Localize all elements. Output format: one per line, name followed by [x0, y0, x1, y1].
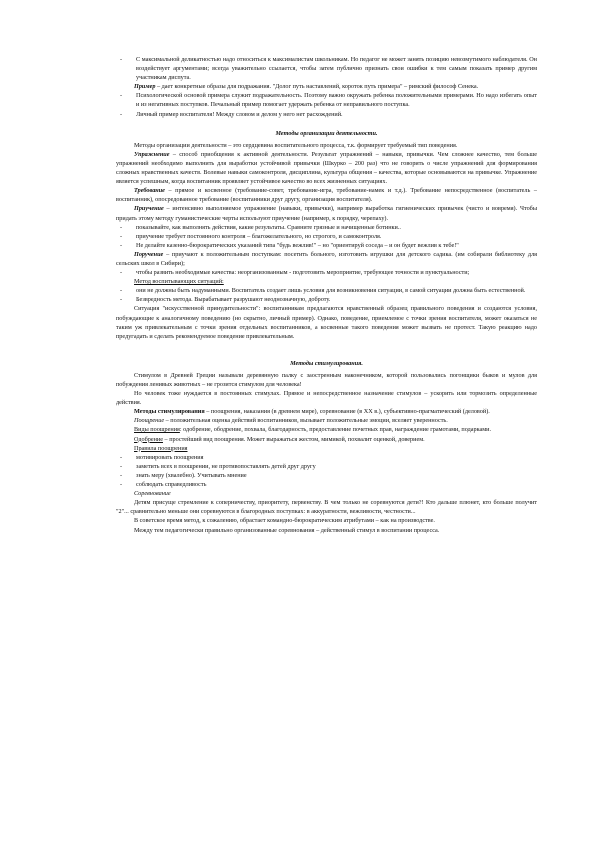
paragraph-situations-title: Метод воспитывающих ситуаций: [134, 278, 224, 286]
paragraph-rules-title: Правила поощрения [134, 444, 188, 452]
paragraph-text: – простейший вид поощрения. Может выражаться жестом, мимикой, похвалит оценкой, доверием. [163, 435, 425, 443]
paragraph-text: – приучают к положительным поступкам: посетить больного, изготовить игрушки для детского садика. (им собирали библиотеку для сельских школ в Сибири); [116, 250, 537, 267]
bullet-icon: - [120, 269, 123, 277]
list-item [116, 223, 537, 232]
term-lead: Поощрение [134, 417, 165, 425]
list-item-text: знать меру (хвалебно). Учитывать мнение [136, 471, 247, 479]
term-lead: Пример [134, 83, 156, 91]
paragraph-text: – интенсивно выполняемое упражнение (навыки, привычки), например выработка гигиенических привычек (чисто и вовремя). Чтобы придать этому методу гуманистические черты используют приучение (например, к порядку, черепаху). [116, 205, 537, 222]
term-lead: Поручение [134, 250, 164, 258]
list-item [116, 453, 537, 462]
paragraph-exercise [116, 150, 537, 186]
list-item-text: показывайте, как выполнять действия, какие результаты. Сравните грязные и начищенные ботинки.. [136, 223, 401, 231]
list-item-text: соблюдать справедливость [136, 481, 207, 489]
bullet-list-assignment [116, 268, 537, 277]
bullet-icon: - [120, 56, 123, 63]
bullet-icon: - [120, 223, 123, 231]
list-item [116, 91, 537, 109]
bullet-list-habituation [116, 223, 537, 250]
bullet-icon: - [120, 92, 123, 100]
term-lead: Виды поощрения [134, 426, 180, 434]
paragraph: Детям присуще стремление к соперничеству, приоритету, первенству. В чем только не соревнуются дети?! Кто дальше плюнет, кто больше получит "2"... сравнительно меньше они соревнуются в благородных поступках: в аккуратности, вежливости, честности... [116, 499, 537, 516]
list-item [116, 110, 537, 119]
bullet-list-top [116, 55, 537, 82]
paragraph-stimulation-methods [116, 407, 537, 416]
list-item-text: чтобы развить необходимые качества: неорганизованным - подготовить мероприятие, требующее точности и пунктуальности; [136, 269, 470, 277]
list-item-text: заметить всех в поощрении, не противопоставлять детей друг другу [136, 462, 316, 470]
list-item [116, 462, 537, 471]
paragraph-encouragement-types [116, 425, 537, 434]
paragraph: Стимулом в Древней Греции называли деревянную палку с заостренным наконечником, которой пользовались погонщики быков и мулов для побуждения ленивых животных – не грозится стимулом для человека! [116, 371, 537, 388]
section-heading: Методы стимулирования. [290, 359, 363, 367]
paragraph-text: – прямое и косвенное (требование-совет, требование-игра, требование-намек и т.д.). Требование непосредственное (воспитатель – воспитанник), опосредованное требование (воспитанники друг другу, организация воспитателя). [116, 187, 537, 204]
paragraph-text: – способ приобщения к активной деятельности. Результат упражнений – навыки, привычки. Чем сложнее качество, тем больше упражнений необходимо выполнить для выработки устойчивой привычки (Шкурко – 200 раз) что не говорить о числе упражнений для формирования сложных нравственных качеств. Волевые навыки самоконтроля, дисциплина, культура общения – качества, которые основываются на привычке. Упражнение является успешным, когда воспитанник проявляет устойчивое качество во всех жизненных ситуациях. [116, 150, 537, 186]
paragraph: Методы организации деятельности – это сердцевина воспитательного процесса, т.к. формирует требуемый тип поведения. [134, 141, 458, 149]
paragraph-encouragement [116, 416, 537, 425]
paragraph: В советское время метод, к сожалению, обрастает командно-бюрократическим атрибутами – как на производстве. [134, 517, 435, 525]
bullet-icon: - [120, 471, 123, 479]
list-item-text: Не делайте казенно-бюрократических указаний типа "будь вежлив!" – но "ориентируй соседа – и он будет вежлив к тебе!" [136, 241, 459, 249]
paragraph-habituation [116, 204, 537, 222]
bullet-list-example [116, 91, 537, 118]
term-lead: Упражнение [134, 150, 170, 158]
bullet-icon: - [120, 296, 123, 304]
paragraph: Между тем педагогически правильно организованные соревнования – действенный стимул в воспитании процесса. [134, 526, 440, 534]
list-item-text: мотивировать поощрения [136, 453, 204, 461]
bullet-icon: - [120, 241, 123, 249]
paragraph-text: : одобрение, ободрение, похвала, благодарность, предоставление почетных прав, награждение грамотами, подарками. [179, 426, 492, 434]
term-lead: Приучение [134, 205, 164, 213]
list-item-text: Безвредность метода. Вырабатывает разрушают неоднозначную, доброту. [136, 296, 331, 304]
bullet-icon: - [120, 110, 123, 118]
paragraph: Но человек тоже нуждается в постоянных стимулах. Прямое и непосредственное назначение стимулов – ускорить или тормозить определенные действия. [116, 390, 537, 407]
paragraph-example [116, 82, 537, 91]
paragraph-text: – дает конкретные образы для подражания. "Долог путь наставлений, короток путь примера" – римский философ Сенека. [155, 83, 479, 91]
paragraph-approval [116, 435, 537, 444]
section-heading: Методы организации деятельности. [275, 129, 378, 137]
paragraph-text: – поощрения, наказания (в древнем мире), соревнование (в XX в.), субъективно-прагматический (деловой). [204, 408, 490, 416]
paragraph-requirement [116, 186, 537, 204]
list-item [116, 295, 537, 304]
bullet-icon: - [120, 462, 123, 470]
list-item-text: С максимальной деликатностью надо относиться к максималистам школьникам. Но педагог не может занять позицию невозмутимого наблюдателя. Он воздействует аргументами; всегда уважительно ссылается, чтобы затем публично признать свои ошибки к тем самым показать пример другим участникам диспута. [136, 56, 537, 82]
bullet-icon: - [120, 453, 123, 461]
term-lead: Одобрение [134, 435, 163, 443]
bullet-icon: - [120, 481, 123, 489]
bullet-icon: - [120, 232, 123, 240]
paragraph-competition-title: Соревнование [134, 490, 171, 498]
list-item [116, 286, 537, 295]
list-item [116, 471, 537, 480]
list-item [116, 232, 537, 241]
list-item-text: Личный пример воспитателя! Между словом и делом у него нет расхождений. [136, 110, 343, 118]
bullet-list-rules [116, 453, 537, 489]
list-item-text: приучение требует постоянного контроля – благожелательного, но строгого, и самоконтроля. [136, 232, 382, 240]
paragraph-text: – положительная оценка действий воспитанников, вызывает положительные эмоции, вселяет уверенность. [164, 417, 448, 425]
list-item [116, 268, 537, 277]
paragraph-assignment [116, 250, 537, 268]
bullet-icon: - [120, 287, 123, 295]
term-lead: Методы стимулирования [134, 408, 205, 416]
paragraph: Ситуация "искусственной принудительности": воспитанникам предлагаются нравственный образец правильного поведения и создаются условия, побуждающие к аналогичному поведению (но скрытно, личный пример). Однако, поведение, приемлемое с точки зрения воспитателя, может оказаться не таким уж привлекательным с точки зрения отдельных воспитанников, а косвенные такого поведения может вызвать не протест. Такую реакцию надо предугадать и сделать рекомендуемое поведение привлекательным. [116, 305, 537, 340]
bullet-list-situations [116, 286, 537, 304]
list-item [116, 480, 537, 489]
list-item [116, 241, 537, 250]
list-item [116, 55, 537, 82]
term-lead: Требование [134, 187, 165, 195]
list-item-text: Психологической основой примера служит подражательность. Поэтому важно окружать ребенка положительными примерами. Но надо избегать опыт и из негативных поступков. Печальный пример помогает удержать ребенка от неправильного поступка. [136, 92, 537, 109]
list-item-text: они не должны быть надуманными. Воспитатель создает лишь условия для возникновения ситуации, в самой ситуации должна быть естественной. [136, 287, 526, 295]
